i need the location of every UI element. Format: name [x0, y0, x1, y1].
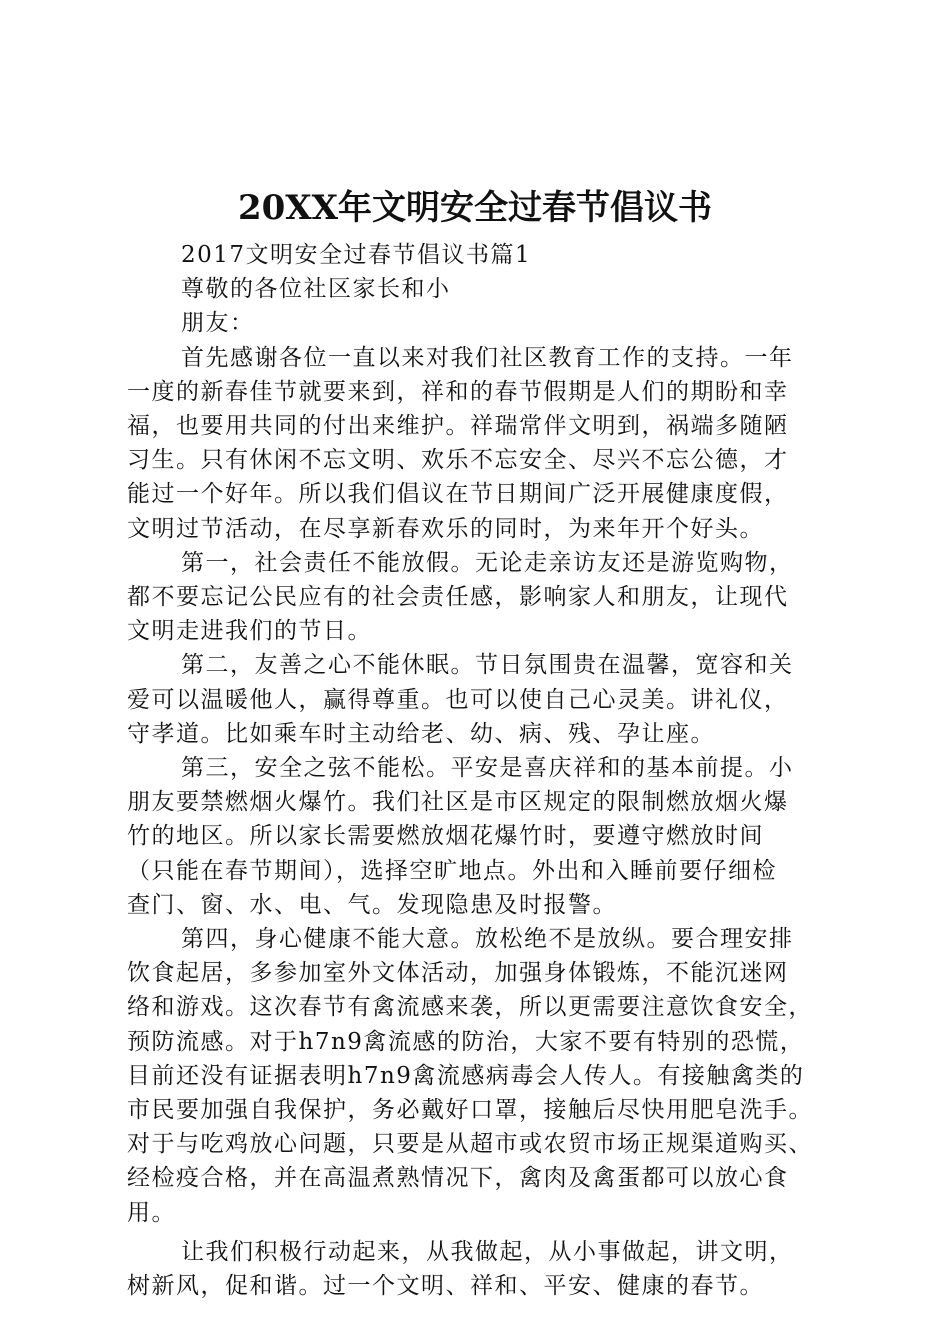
- paragraph-line: 习生。只有休闲不忘文明、欢乐不忘安全、尽兴不忘公德，才: [127, 447, 789, 474]
- paragraph-line: 目前还没有证据表明h7n9禽流感病毒会人传人。有接触禽类的: [127, 1062, 805, 1089]
- paragraph-line: 文明过节活动，在尽享新春欢乐的同时，为来年开个好头。: [127, 515, 764, 542]
- paragraph-line: 一度的新春佳节就要来到，祥和的春节假期是人们的期盼和幸: [127, 378, 789, 405]
- paragraph-line: 文明走进我们的节日。: [127, 618, 372, 645]
- paragraph-line: 络和游戏。这次春节有禽流感来袭，所以更需要注意饮食安全，: [127, 994, 813, 1021]
- paragraph-line: 第四，身心健康不能大意。放松绝不是放纵。要合理安排: [181, 926, 794, 953]
- paragraph-line: 第二，友善之心不能休眠。节日氛围贵在温馨，宽容和关: [181, 652, 794, 679]
- paragraph-line: 爱可以温暖他人，赢得尊重。也可以使自己心灵美。讲礼仪，: [127, 686, 789, 713]
- paragraph-line: 市民要加强自我保护，务必戴好口罩，接触后尽快用肥皂洗手。: [127, 1097, 813, 1124]
- paragraph-line: 预防流感。对于h7n9禽流感的防治，大家不要有特别的恐慌，: [127, 1028, 805, 1055]
- paragraph-line: 树新风，促和谐。过一个文明、祥和、平安、健康的春节。: [127, 1273, 764, 1300]
- paragraph-line: 能过一个好年。所以我们倡议在节日期间广泛开展健康度假，: [127, 481, 789, 508]
- paragraph-line: 守孝道。比如乘车时主动给老、幼、病、残、孕让座。: [127, 720, 715, 747]
- subtitle-line: 2017文明安全过春节倡议书篇1: [181, 242, 532, 268]
- salutation-line: 朋友：: [181, 310, 255, 337]
- paragraph-line: 朋友要禁燃烟火爆竹。我们社区是市区规定的限制燃放烟火爆: [127, 789, 789, 816]
- paragraph-line: 查门、窗、水、电、气。发现隐患及时报警。: [127, 891, 617, 918]
- paragraph-line: 饮食起居，多参加室外文体活动，加强身体锻炼，不能沉迷网: [127, 960, 789, 987]
- paragraph-line: 首先感谢各位一直以来对我们社区教育工作的支持。一年: [181, 344, 794, 371]
- paragraph-line: 经检疫合格，并在高温煮熟情况下，禽肉及禽蛋都可以放心食: [127, 1165, 789, 1192]
- paragraph-line: 第三，安全之弦不能松。平安是喜庆祥和的基本前提。小: [181, 755, 794, 782]
- paragraph-line: 对于与吃鸡放心问题，只要是从超市或农贸市场正规渠道购买、: [127, 1131, 813, 1158]
- document-body: [127, 238, 857, 1303]
- paragraph-line: 都不要忘记公民应有的社会责任感，影响家人和朋友，让现代: [127, 584, 789, 611]
- salutation-line: 尊敬的各位社区家长和小: [181, 276, 451, 303]
- paragraph-line: 第一，社会责任不能放假。无论走亲访友还是游览购物，: [181, 549, 794, 576]
- document-title: 20XX年文明安全过春节倡议书: [237, 188, 713, 228]
- paragraph-line: 用。: [127, 1199, 176, 1226]
- paragraph-line: 福，也要用共同的付出来维护。祥瑞常伴文明到，祸端多随陋: [127, 413, 789, 440]
- paragraph-line: （只能在春节期间），选择空旷地点。外出和入睡前要仔细检: [127, 857, 777, 884]
- paragraph-line: 竹的地区。所以家长需要燃放烟花爆竹时，要遵守燃放时间: [127, 823, 764, 850]
- paragraph-line: 让我们积极行动起来，从我做起，从小事做起，讲文明，: [181, 1238, 794, 1265]
